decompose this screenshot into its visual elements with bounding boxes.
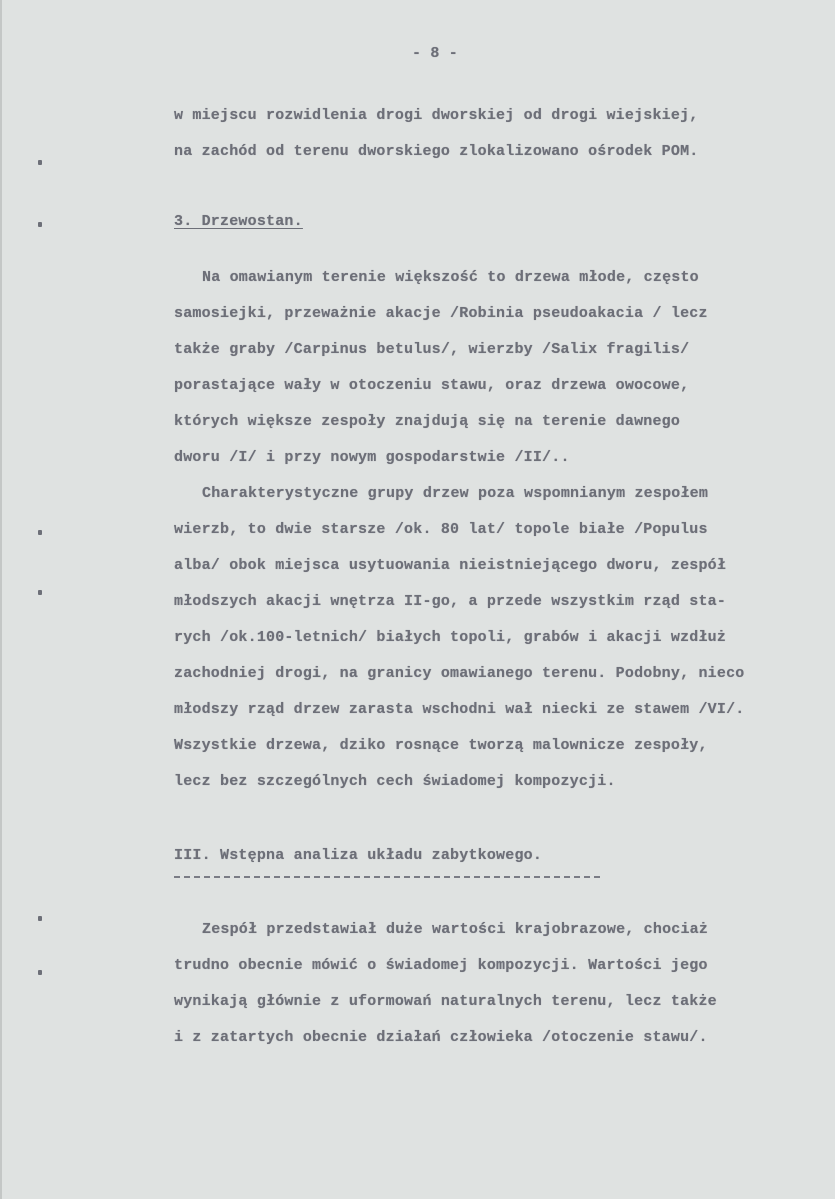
paragraph-3-line-4: i z zatartych obecnie działań człowieka /otoczenie stawu/. [174, 1029, 708, 1046]
paragraph-1-line-4: porastające wały w otoczeniu stawu, oraz drzewa owocowe, [174, 377, 690, 394]
paragraph-1-line-6: dworu /I/ i przy nowym gospodarstwie /II/.. [174, 449, 570, 466]
paragraph-2-line-8: Wszystkie drzewa, dziko rosnące tworzą malownicze zespoły, [174, 737, 708, 754]
paragraph-2-line-3: alba/ obok miejsca usytuowania nieistniejącego dworu, zespół [174, 557, 727, 574]
intro-line-2: na zachód od terenu dworskiego zlokalizowano ośrodek POM. [174, 143, 699, 160]
paragraph-1-line-2: samosiejki, przeważnie akacje /Robinia pseudoakacia / lecz [174, 305, 708, 322]
paragraph-3-line-3: wynikają głównie z uformowań naturalnych terenu, lecz także [174, 993, 717, 1010]
paragraph-3-line-2: trudno obecnie mówić o świadomej kompozycji. Wartości jego [174, 957, 708, 974]
margin-mark [38, 160, 42, 165]
paragraph-2-line-9: lecz bez szczególnych cech świadomej kompozycji. [174, 773, 616, 790]
intro-line-1: w miejscu rozwidlenia drogi dworskiej od drogi wiejskiej, [174, 107, 699, 124]
paragraph-2-line-7: młodszy rząd drzew zarasta wschodni wał niecki ze stawem /VI/. [174, 701, 745, 718]
paragraph-3-line-1: Zespół przedstawiał duże wartości krajobrazowe, chociaż [202, 921, 709, 938]
paragraph-2-line-6: zachodniej drogi, na granicy omawianego terenu. Podobny, nieco [174, 665, 745, 682]
margin-mark [38, 530, 42, 535]
margin-mark [38, 222, 42, 227]
section-III-heading: III. Wstępna analiza układu zabytkowego. [174, 847, 543, 864]
paragraph-2-line-1: Charakterystyczne grupy drzew poza wspomnianym zespołem [202, 485, 709, 502]
margin-mark [38, 916, 42, 921]
margin-mark [38, 590, 42, 595]
page-number: - 8 - [412, 45, 459, 62]
margin-mark [38, 970, 42, 975]
paragraph-1-line-3: także graby /Carpinus betulus/, wierzby /Salix fragilis/ [174, 341, 690, 358]
section-3-heading: 3. Drzewostan. [174, 213, 303, 230]
heading-underline [174, 876, 600, 878]
paragraph-2-line-5: rych /ok.100-letnich/ białych topoli, grabów i akacji wzdłuż [174, 629, 727, 646]
paragraph-1-line-1: Na omawianym terenie większość to drzewa młode, często [202, 269, 699, 286]
paragraph-1-line-5: których większe zespoły znajdują się na terenie dawnego [174, 413, 681, 430]
paragraph-2-line-2: wierzb, to dwie starsze /ok. 80 lat/ topole białe /Populus [174, 521, 708, 538]
paragraph-2-line-4: młodszych akacji wnętrza II-go, a przede wszystkim rząd sta- [174, 593, 727, 610]
